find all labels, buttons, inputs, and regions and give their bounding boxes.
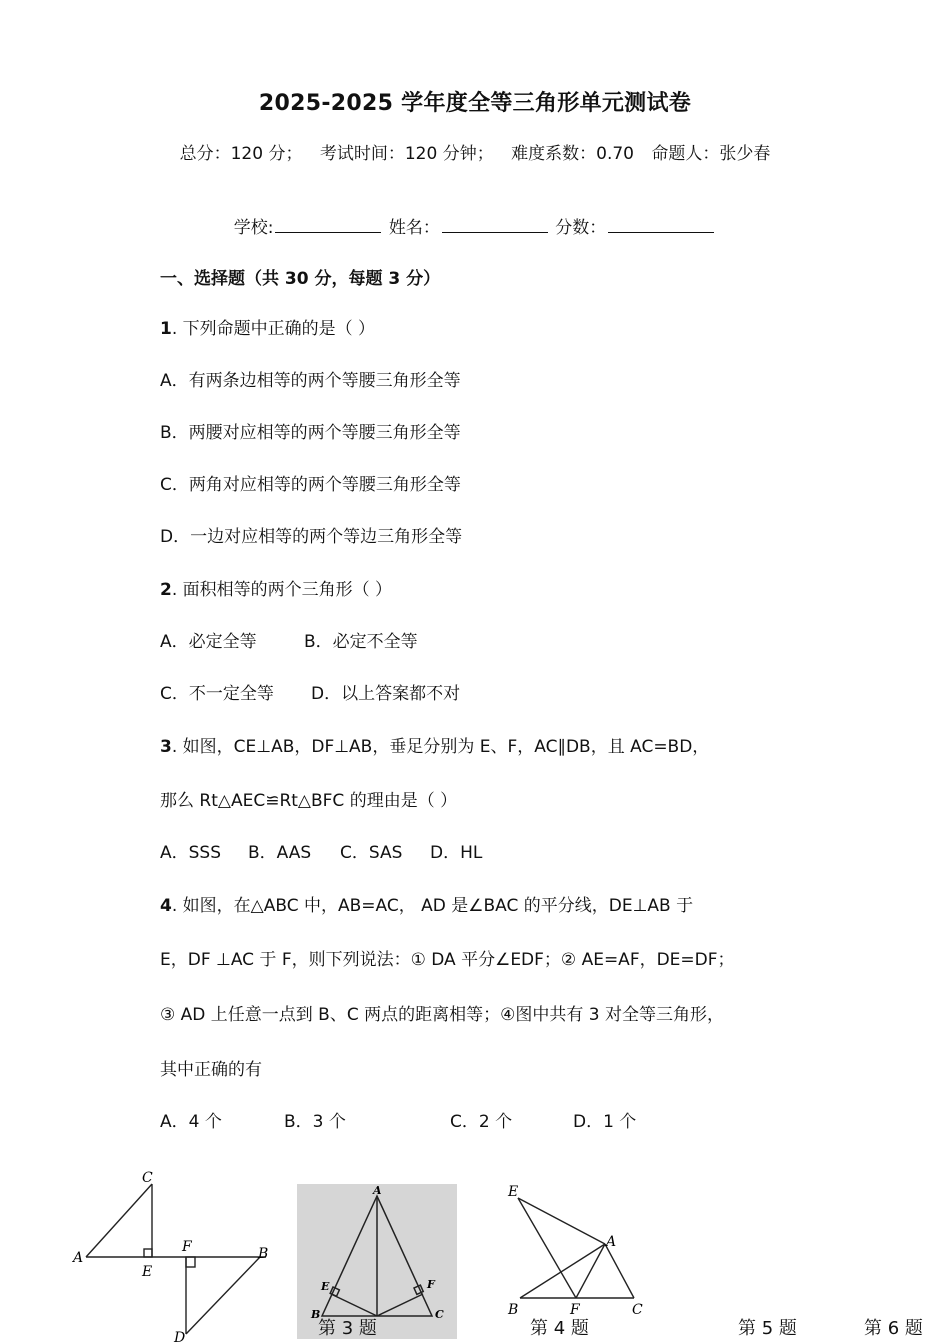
q4-stem-3: ③ AD 上任意一点到 B、C 两点的距离相等；④图中共有 3 对全等三角形，: [160, 1005, 724, 1025]
score-label: 分数：: [555, 218, 607, 238]
q4-option-a: A．4 个: [160, 1112, 222, 1132]
question-stem: . 面积相等的两个三角形（ ）: [171, 580, 393, 600]
figure-q5: [500, 1180, 660, 1320]
q2-option-c: C．不一定全等: [160, 684, 274, 704]
figure-q3: [70, 1166, 280, 1344]
question-stem: . 如图，在△ABC 中，AB=AC， AD 是∠BAC 的平分线，DE⊥AB 于: [171, 896, 694, 916]
label-a: A: [73, 1250, 84, 1266]
question-number: 1: [160, 319, 172, 339]
question-stem: . 如图，CE⊥AB，DF⊥AB，垂足分别为 E、F，AC∥DB，且 AC=BD，: [171, 737, 710, 757]
question-number: 4: [160, 896, 172, 916]
question-number: 3: [160, 737, 172, 757]
exam-time: 考试时间：120 分钟；: [319, 144, 494, 164]
label-a: A: [373, 1184, 382, 1197]
student-fields: [0, 213, 950, 238]
q4-option-d: D．1 个: [573, 1112, 637, 1132]
q3-option-c: C．SAS: [340, 843, 403, 863]
page-title: 2025-2025 学年度全等三角形单元测试卷: [258, 91, 692, 116]
caption-q5: 第 5 题: [738, 1318, 797, 1339]
q2-option-a: A．必定全等: [160, 632, 257, 652]
q4-option-c: C．2 个: [450, 1112, 513, 1132]
q3-stem-2: 那么 Rt△AEC≌Rt△BFC 的理由是（ ）: [160, 791, 458, 811]
label-b: B: [258, 1246, 269, 1262]
label-a: A: [606, 1234, 617, 1250]
difficulty: 难度系数：0.70: [511, 144, 634, 164]
question-1: [160, 314, 375, 339]
q4-stem-2: E，DF ⊥AC 于 F，则下列说法：① DA 平分∠EDF；② AE=AF，DE=DF；: [160, 950, 735, 970]
label-b: B: [311, 1308, 321, 1321]
q1-option-a: A．有两条边相等的两个等腰三角形全等: [160, 371, 461, 391]
label-e: E: [508, 1184, 519, 1200]
q3-option-a: A．SSS: [160, 843, 222, 863]
q2-options-ab: [160, 627, 418, 652]
question-3: [160, 732, 709, 757]
section-heading: 一、选择题（共 30 分，每题 3 分）: [160, 269, 441, 289]
caption-q3: 第 3 题: [318, 1318, 377, 1339]
label-d: D: [174, 1330, 186, 1344]
label-f: F: [427, 1278, 435, 1291]
label-e: E: [142, 1264, 153, 1280]
q1-option-c: C．两角对应相等的两个等腰三角形全等: [160, 475, 461, 495]
score-blank[interactable]: [608, 214, 714, 233]
q3-option-b: B．AAS: [248, 843, 312, 863]
question-number: 2: [160, 580, 172, 600]
q4-option-b: B．3 个: [284, 1112, 346, 1132]
label-c: C: [435, 1308, 444, 1321]
label-e: E: [321, 1280, 330, 1293]
q1-option-b: B．两腰对应相等的两个等腰三角形全等: [160, 423, 461, 443]
school-label: 学校:: [233, 218, 274, 238]
exam-meta: [0, 139, 950, 164]
question-4: [160, 891, 693, 916]
question-stem: . 下列命题中正确的是（ ）: [171, 319, 376, 339]
caption-q6: 第 6 题: [864, 1318, 923, 1339]
label-c: C: [632, 1302, 643, 1318]
total-score: 总分：120 分；: [179, 144, 303, 164]
q3-options: [160, 838, 482, 863]
caption-q4: 第 4 题: [530, 1318, 589, 1339]
q4-stem-4: 其中正确的有: [160, 1060, 262, 1080]
q2-option-d: D．以上答案都不对: [311, 684, 461, 704]
q2-option-b: B．必定不全等: [304, 632, 418, 652]
q4-options: [160, 1107, 636, 1132]
name-label: 姓名：: [388, 218, 440, 238]
author: 命题人：张少春: [651, 144, 771, 164]
label-f: F: [570, 1302, 580, 1318]
q2-options-cd: [160, 679, 460, 704]
q1-option-d: D．一边对应相等的两个等边三角形全等: [160, 527, 463, 547]
label-c: C: [142, 1170, 153, 1186]
question-2: [160, 575, 392, 600]
label-f: F: [182, 1239, 192, 1255]
q3-option-d: D．HL: [430, 843, 483, 863]
school-blank[interactable]: [275, 214, 381, 233]
name-blank[interactable]: [442, 214, 548, 233]
label-b: B: [508, 1302, 519, 1318]
